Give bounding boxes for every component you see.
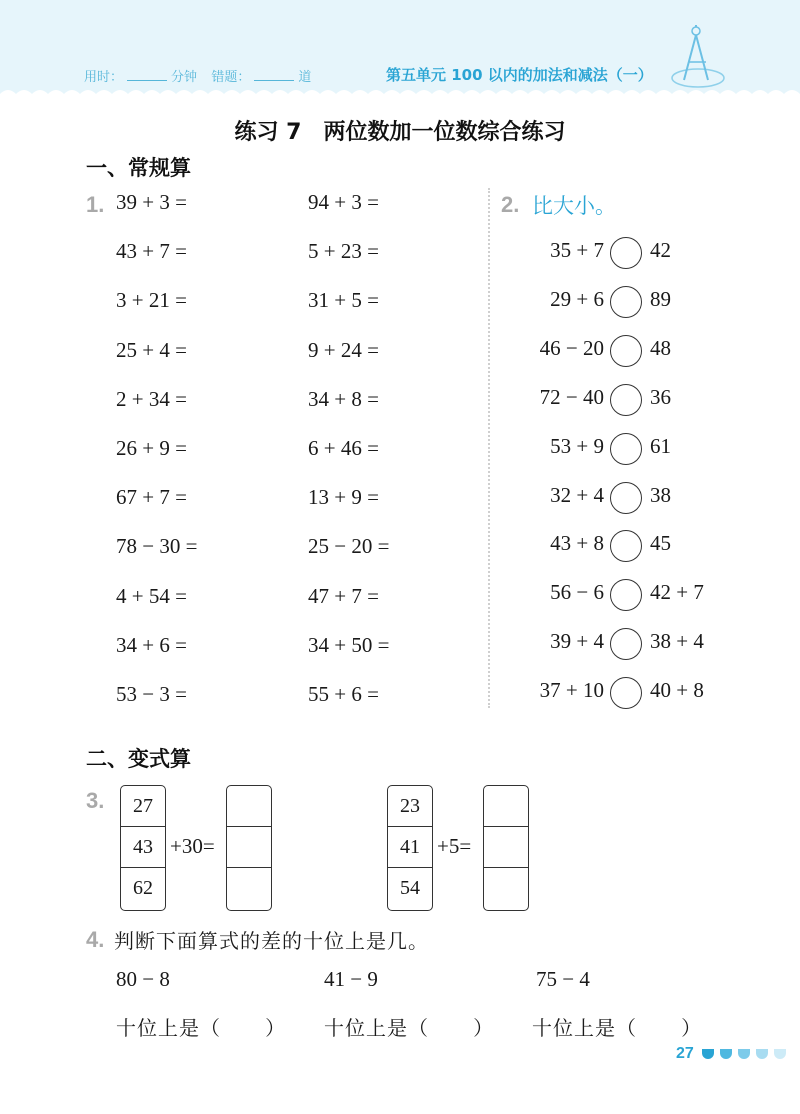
compare-right-expression: 42 + 7 [650, 580, 704, 605]
q3-operator: +5= [437, 834, 472, 858]
compare-left-expression: 56 − 6 [550, 580, 604, 605]
compare-answer-circle[interactable] [610, 628, 642, 660]
compare-answer-circle[interactable] [610, 482, 642, 514]
question-1-number: 1. [86, 192, 105, 217]
q3-input-value: 43 [121, 827, 165, 868]
compare-right-expression: 89 [650, 286, 671, 311]
q3-input-value: 41 [388, 827, 432, 868]
q3-input-value: 54 [400, 877, 420, 899]
compare-left-expression: 39 + 4 [550, 629, 604, 654]
q4-answer-blank[interactable]: 十位上是（ ） [324, 1016, 495, 1040]
q1-equation: 94 + 3 = [308, 190, 379, 214]
q3-left-input-box [120, 785, 166, 911]
compare-right-expression: 36 [650, 384, 671, 409]
answer-cell[interactable] [227, 868, 271, 909]
compare-answer-circle[interactable] [610, 286, 642, 318]
compare-right-expression: 48 [650, 335, 671, 360]
compare-right-expression: 38 [650, 482, 671, 507]
compare-left-expression: 46 − 20 [539, 335, 604, 360]
q4-answer-blank[interactable]: 十位上是（ ） [532, 1016, 703, 1040]
q3-input-value: 62 [133, 877, 153, 899]
compare-right-expression: 61 [650, 433, 671, 458]
compare-answer-circle[interactable] [610, 530, 642, 562]
q1-equation: 67 + 7 = [116, 485, 187, 510]
section-regular-calculation: 一、常规算 [86, 156, 191, 180]
time-label: 用时： [84, 70, 124, 85]
q1-equation: 3 + 21 = [116, 288, 187, 313]
compare-answer-circle[interactable] [610, 677, 642, 709]
compare-left-expression: 43 + 8 [550, 531, 604, 556]
q3-operator: +30= [170, 834, 215, 858]
q1-equation: 78 − 30 = [116, 534, 198, 559]
q1-equation: 26 + 9 = [116, 436, 187, 460]
q1-equation: 9 + 24 = [308, 337, 379, 362]
q1-equation: 25 + 4 = [116, 337, 187, 362]
errors-blank[interactable] [254, 70, 294, 81]
compare-right-expression: 38 + 4 [650, 629, 704, 654]
q1-equation: 43 + 7 = [116, 239, 187, 264]
compare-answer-circle[interactable] [610, 335, 642, 367]
q4-answer-blank[interactable]: 十位上是（ ） [116, 1016, 287, 1040]
q1-equation: 13 + 9 = [308, 485, 379, 510]
time-blank[interactable] [127, 70, 167, 81]
q3-right-input-box [387, 785, 433, 911]
q1-equation: 34 + 8 = [308, 386, 379, 411]
answer-cell[interactable] [484, 786, 528, 827]
compare-answer-circle[interactable] [610, 579, 642, 611]
q1-equation: 2 + 34 = [116, 386, 187, 411]
time-error-record [84, 66, 311, 85]
q1-equation: 5 + 23 = [308, 239, 379, 264]
section-variant-calculation: 二、变式算 [86, 747, 191, 771]
errors-label: 错题： [211, 70, 251, 85]
q3-right-answer-box [483, 785, 529, 911]
answer-cell[interactable] [484, 868, 528, 909]
q3-input-value: 23 [388, 786, 432, 827]
lesson-topic: 两位数加一位数综合练习 [323, 120, 566, 145]
question-3-number: 3. [86, 788, 105, 813]
compare-left-expression: 53 + 9 [550, 433, 604, 458]
q3-left-answer-box [226, 785, 272, 911]
q4-expression: 41 − 9 [324, 967, 378, 991]
compare-right-expression: 42 [650, 238, 671, 262]
exercise-title [0, 115, 800, 146]
page-drops-decoration [700, 1047, 792, 1061]
compare-right-expression: 40 + 8 [650, 678, 704, 703]
q1-equation: 25 − 20 = [308, 534, 390, 559]
answer-cell[interactable] [227, 786, 271, 827]
question-2-title: 比大小。 [532, 194, 616, 218]
column-divider [488, 188, 490, 708]
q1-equation: 53 − 3 = [116, 682, 187, 706]
compare-left-expression: 32 + 4 [550, 482, 604, 507]
q1-equation: 34 + 6 = [116, 632, 187, 657]
q4-expression: 75 − 4 [536, 967, 590, 991]
q1-equation: 47 + 7 = [308, 583, 379, 608]
compare-answer-circle[interactable] [610, 384, 642, 416]
q1-equation: 4 + 54 = [116, 583, 187, 608]
question-4-text: 判断下面算式的差的十位上是几。 [114, 929, 429, 953]
compare-answer-circle[interactable] [610, 237, 642, 269]
compare-left-expression: 29 + 6 [550, 286, 604, 311]
minute-label: 分钟 [171, 70, 198, 85]
page-number: 27 [676, 1045, 694, 1062]
compare-left-expression: 35 + 7 [550, 238, 604, 262]
unit-title: 第五单元 100 以内的加法和减法（一） [386, 66, 653, 84]
q1-equation: 55 + 6 = [308, 682, 379, 706]
q3-input-value: 27 [121, 786, 165, 827]
answer-cell[interactable] [227, 827, 271, 868]
question-2-number: 2. [501, 192, 520, 217]
count-label: 道 [298, 70, 312, 85]
compare-left-expression: 72 − 40 [539, 384, 604, 409]
q1-equation: 6 + 46 = [308, 436, 379, 460]
compare-answer-circle[interactable] [610, 433, 642, 465]
q1-equation: 39 + 3 = [116, 190, 187, 214]
compass-icon [664, 22, 728, 92]
answer-cell[interactable] [484, 827, 528, 868]
q1-equation: 34 + 50 = [308, 632, 390, 657]
question-4-number: 4. [86, 927, 105, 952]
compare-left-expression: 37 + 10 [539, 678, 604, 703]
compare-right-expression: 45 [650, 531, 671, 556]
lesson-number: 练习 7 [234, 120, 302, 145]
q1-equation: 31 + 5 = [308, 288, 379, 313]
q4-expression: 80 − 8 [116, 967, 170, 991]
